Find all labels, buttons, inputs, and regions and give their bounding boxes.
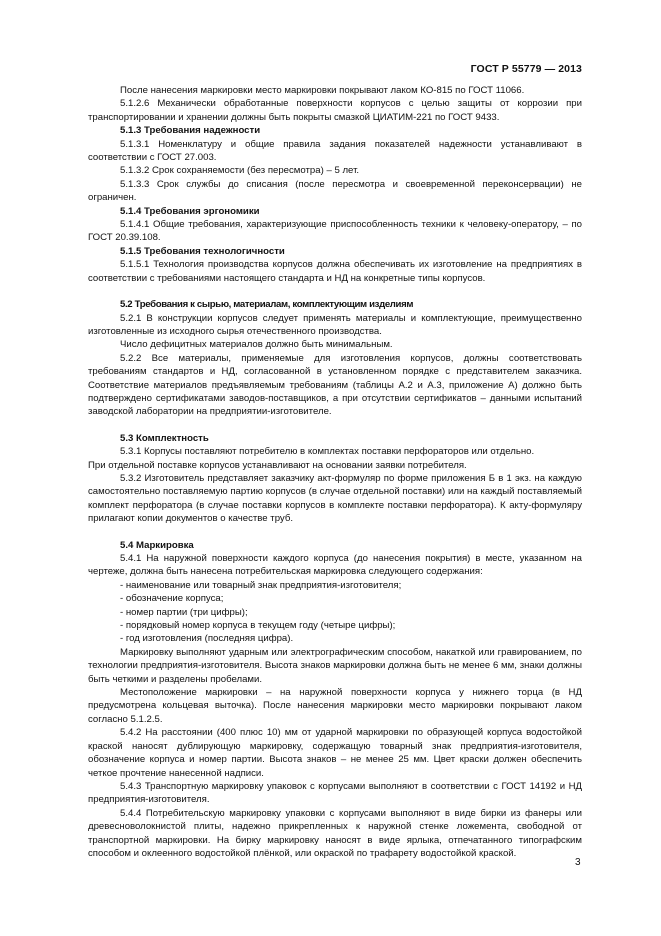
section-heading: 5.1.4 Требования эргономики bbox=[120, 205, 260, 217]
list-item: - наименование или товарный знак предприятия-изготовителя; bbox=[120, 579, 402, 591]
paragraph: 5.1.3.3 Срок службы до списания (после пересмотра и своевременной переконсервации) не ограничен. bbox=[88, 178, 582, 204]
section-spacer bbox=[88, 285, 582, 298]
list-item: - номер партии (три цифры); bbox=[120, 606, 248, 618]
section-heading: 5.1.5 Требования технологичности bbox=[120, 245, 285, 257]
section-spacer bbox=[88, 419, 582, 432]
section-heading: 5.2 Требования к сырью, материалам, комплектующим изделиям bbox=[120, 299, 414, 311]
marking-content-list bbox=[88, 579, 582, 646]
paragraph: 5.4.1 На наружной поверхности каждого корпуса (до нанесения покрытия) в месте, указанном на чертеже, должна быть нанесена потребительская маркировка следующего содержания: bbox=[88, 553, 582, 578]
paragraph: При отдельной поставке корпусов устанавливают на основании заявки потребителя. bbox=[88, 459, 467, 471]
page-number: 3 bbox=[575, 857, 581, 868]
paragraph: Число дефицитных материалов должно быть минимальным. bbox=[120, 339, 393, 351]
paragraph: 5.1.4.1 Общие требования, характеризующие приспособленность техники к человеку-оператору, – по ГОСТ 20.39.108. bbox=[88, 219, 582, 244]
paragraph: 5.2.2 Все материалы, применяемые для изготовления корпусов, должны соответствовать требованиям стандартов и НД, согласованной в установленном порядке с представителем заказчика. Соответствие материалов предъявляемым требованиям (таблицы А.2 и А.3, приложение А) должно быть подтверждено сертификатами заводов-поставщиков, а при отсутствии сертификатов – данными испытаний заводской лаборатории на предприятии-изготовителе. bbox=[88, 352, 582, 418]
paragraph: Местоположение маркировки – на наружной поверхности корпуса у нижнего торца (в НД предусмотрена кольцевая выточка). После нанесения маркировки место маркировки покрывают лаком согласно 5.1.2.5. bbox=[88, 687, 582, 725]
paragraph: 5.1.5.1 Технология производства корпусов должна обеспечивать их изготовление на предприятиях в соответствии с требованиями настоящего стандарта и НД на конкретные типы корпусов. bbox=[88, 259, 582, 284]
section-heading: 5.4 Маркировка bbox=[120, 539, 194, 551]
paragraph: 5.2.1 В конструкции корпусов следует применять материалы и комплектующие, преимущественно изготовленные из исходного сырья отечественного производства. bbox=[88, 312, 582, 337]
paragraph: 5.4.3 Транспортную маркировку упаковок с корпусами выполняют в соответствии с ГОСТ 14192 и НД предприятия-изготовителя. bbox=[88, 780, 582, 806]
paragraph: 5.3.1 Корпусы поставляют потребителю в комплектах поставки перфораторов или отдельно. bbox=[120, 446, 535, 458]
list-item: - обозначение корпуса; bbox=[120, 593, 224, 605]
document-header-standard: ГОСТ Р 55779 — 2013 bbox=[470, 63, 582, 75]
paragraph: 5.3.2 Изготовитель представляет заказчику акт-формуляр по форме приложения Б в 1 экз. на каждую самостоятельно поставляемую партию корпусов (в случае отдельной поставки) или на каждый поставляемый комплект перфоратора (в случае поставки корпусов в комплекте поставки перфоратора). К акту-формуляру прилагают копии документов о качестве труб. bbox=[88, 472, 582, 525]
document-body bbox=[88, 84, 582, 860]
section-heading: 5.1.3 Требования надежности bbox=[120, 125, 261, 137]
paragraph: 5.4.2 На расстоянии (400 плюс 10) мм от ударной маркировки по образующей корпуса водостойкой краской наносят дублирующую маркировку, содержащую товарный знак предприятия-изготовителя, обозначение корпуса и номер партии. Высота знаков – не менее 25 мм. Цвет краски должен обеспечить четкое прочтение нанесенной надписи. bbox=[88, 727, 582, 779]
paragraph: 5.4.4 Потребительскую маркировку упаковки с корпусами выполняют в виде бирки из фанеры или древесноволокнистой плиты, надежно прикрепленных к наружной стенке ложемента, свободной от транспортной маркировки. На бирку маркировку наносят в виде ярлыка, отпечатанного типографским способом и оклеенного водостойкой плёнкой, или окраской по трафарету водостойкой краской. bbox=[88, 807, 582, 859]
paragraph: После нанесения маркировки место маркировки покрывают лаком КО-815 по ГОСТ 11066. bbox=[120, 85, 525, 96]
paragraph: Маркировку выполняют ударным или электрографическим способом, накаткой или гравированием, по технологии предприятия-изготовителя. Высота знаков маркировки должна быть не менее 6 мм, знаки должны быть четкими и разделены пробелами. bbox=[88, 646, 582, 685]
list-item: - год изготовления (последняя цифра). bbox=[120, 633, 294, 645]
list-item: - порядковый номер корпуса в текущем году (четыре цифры); bbox=[120, 620, 396, 632]
section-spacer bbox=[88, 526, 582, 539]
paragraph: 5.1.3.2 Срок сохраняемости (без пересмотра) – 5 лет. bbox=[120, 165, 360, 177]
paragraph: 5.1.3.1 Номенклатуру и общие правила задания показателей надежности устанавливают в соответствии с ГОСТ 27.003. bbox=[88, 138, 582, 164]
paragraph: 5.1.2.6 Механически обработанные поверхности корпусов с целью защиты от коррозии при транспортировании и хранении должны быть покрыты смазкой ЦИАТИМ-221 по ГОСТ 9433. bbox=[88, 98, 582, 123]
section-heading: 5.3 Комплектность bbox=[120, 432, 209, 444]
